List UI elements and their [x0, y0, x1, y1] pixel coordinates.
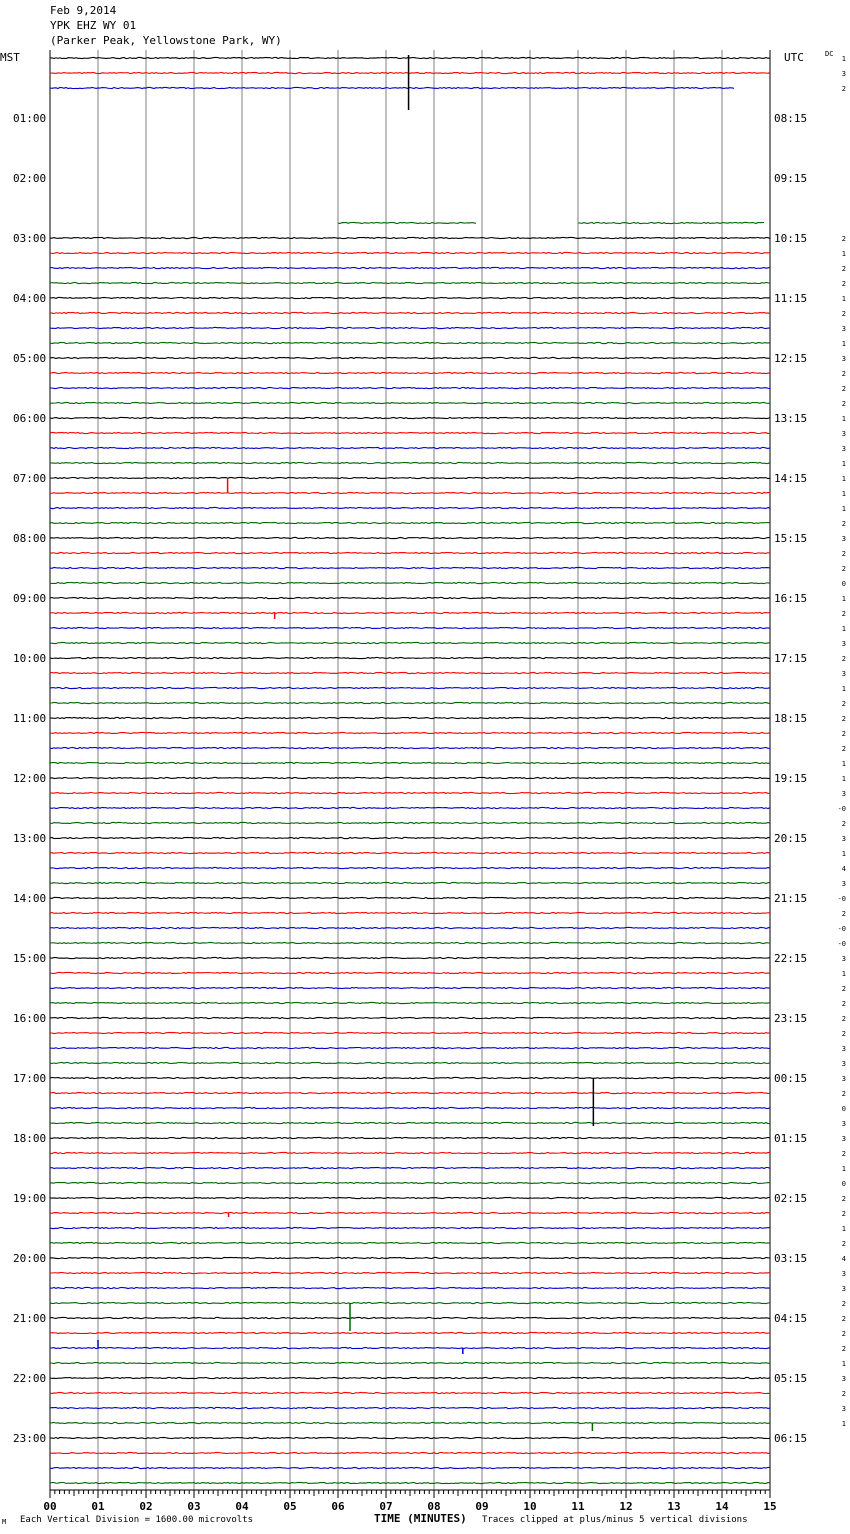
seismic-trace [50, 252, 770, 253]
seismic-trace [50, 747, 770, 748]
mst-hour-label: 05:00 [13, 352, 47, 365]
dc-value: -0 [837, 805, 846, 813]
dc-value: 2 [841, 985, 846, 993]
seismic-trace [50, 597, 770, 598]
utc-label: UTC [784, 51, 804, 64]
dc-value: 2 [841, 520, 846, 528]
seismic-trace [50, 1392, 770, 1393]
dc-value: 2 [841, 370, 846, 378]
seismic-trace [50, 1002, 770, 1003]
utc-hour-label: 05:15 [774, 1372, 808, 1385]
dc-value: 3 [841, 1270, 846, 1278]
x-tick-label: 13 [667, 1500, 681, 1513]
seismic-trace [50, 1377, 770, 1378]
dc-value: 0 [841, 1180, 846, 1188]
date-label: Feb 9,2014 [50, 4, 117, 17]
x-tick-label: 10 [523, 1500, 537, 1513]
seismic-trace [50, 312, 770, 313]
trace-group [50, 57, 770, 1483]
x-tick-label: 07 [379, 1500, 393, 1513]
dc-value: 1 [841, 55, 846, 63]
dc-value: 2 [841, 1390, 846, 1398]
dc-value: 3 [841, 1120, 846, 1128]
dc-value: 2 [841, 715, 846, 723]
dc-value: 3 [841, 790, 846, 798]
seismic-trace [50, 642, 770, 643]
x-tick-label: 11 [571, 1500, 585, 1513]
mst-hour-label: 03:00 [13, 232, 47, 245]
seismic-trace [578, 222, 764, 223]
dc-value: 1 [841, 250, 846, 258]
dc-value: 1 [841, 850, 846, 858]
seismic-trace [50, 1272, 770, 1273]
seismic-trace [50, 537, 770, 538]
seismic-trace [50, 972, 770, 973]
dc-value: 1 [841, 760, 846, 768]
seismic-trace [50, 792, 770, 793]
dc-value: 3 [841, 1405, 846, 1413]
seismic-trace [50, 1452, 770, 1453]
utc-hour-label: 04:15 [774, 1312, 808, 1325]
seismic-trace [338, 222, 476, 223]
dc-value: 3 [841, 670, 846, 678]
utc-hour-label: 19:15 [774, 772, 808, 785]
dc-value: 3 [841, 1285, 846, 1293]
seismic-trace [50, 1437, 770, 1438]
x-axis-title: TIME (MINUTES) [374, 1512, 467, 1525]
seismic-trace [50, 357, 770, 358]
seismic-trace [50, 1047, 770, 1048]
seismic-trace [50, 72, 770, 73]
mst-hour-label: 10:00 [13, 652, 47, 665]
dc-value: 3 [841, 355, 846, 363]
seismic-trace [50, 1137, 770, 1138]
dc-value: 2 [841, 235, 846, 243]
mst-hour-label: 23:00 [13, 1432, 47, 1445]
seismic-trace [50, 657, 770, 658]
dc-value: 1 [841, 475, 846, 483]
seismic-trace [50, 897, 770, 898]
mst-hour-label: 12:00 [13, 772, 47, 785]
dc-value: 1 [841, 595, 846, 603]
mst-hour-label: 13:00 [13, 832, 47, 845]
seismic-trace [50, 612, 770, 613]
dc-value: 2 [841, 910, 846, 918]
seismic-trace [50, 672, 770, 673]
seismic-trace [50, 1227, 770, 1228]
mst-hour-label: 22:00 [13, 1372, 47, 1385]
seismic-trace [50, 297, 770, 298]
dc-value: 4 [841, 865, 846, 873]
seismic-trace [50, 957, 770, 958]
seismic-trace [50, 1257, 770, 1258]
dc-value: 3 [841, 835, 846, 843]
seismic-trace [50, 912, 770, 913]
seismic-trace [50, 342, 770, 343]
utc-hour-label: 10:15 [774, 232, 808, 245]
seismic-trace [50, 1167, 770, 1168]
scale-note: Each Vertical Division = 1600.00 microvolts [20, 1515, 253, 1525]
mst-hour-label: 20:00 [13, 1252, 47, 1265]
event-group [98, 55, 593, 1431]
seismic-trace [50, 1017, 770, 1018]
x-tick-label: 15 [763, 1500, 777, 1513]
seismic-trace [50, 1332, 770, 1333]
seismic-trace [50, 462, 770, 463]
dc-value: 3 [841, 445, 846, 453]
x-tick-label: 06 [331, 1500, 345, 1513]
dc-value: 3 [841, 430, 846, 438]
clip-note: Traces clipped at plus/minus 5 vertical divisions [482, 1515, 748, 1525]
seismic-trace [50, 552, 770, 553]
utc-hour-label: 22:15 [774, 952, 808, 965]
utc-hour-label: 17:15 [774, 652, 808, 665]
seismic-trace [50, 1032, 770, 1033]
mst-hour-label: 01:00 [13, 112, 47, 125]
dc-value: 3 [841, 1060, 846, 1068]
utc-hour-label: 13:15 [774, 412, 808, 425]
dc-value: 2 [841, 280, 846, 288]
dc-value: 3 [841, 640, 846, 648]
utc-hour-label: 20:15 [774, 832, 808, 845]
seismic-trace [50, 432, 770, 433]
x-tick-label: 01 [91, 1500, 105, 1513]
seismic-trace [50, 582, 770, 583]
seismic-trace [50, 1302, 770, 1303]
seismic-trace [50, 732, 770, 733]
x-tick-label: 08 [427, 1500, 441, 1513]
dc-value: -0 [837, 895, 846, 903]
seismic-trace [50, 1347, 770, 1348]
utc-hour-label: 18:15 [774, 712, 808, 725]
seismic-trace [50, 57, 770, 58]
dc-value: 2 [841, 745, 846, 753]
seismic-trace [50, 1152, 770, 1153]
dc-value: 1 [841, 1420, 846, 1428]
seismic-trace [50, 882, 770, 883]
utc-hour-label: 12:15 [774, 352, 808, 365]
dc-value: 1 [841, 1225, 846, 1233]
dc-value: 2 [841, 550, 846, 558]
seismic-trace [50, 687, 770, 688]
dc-value: 2 [841, 1150, 846, 1158]
x-tick-label: 14 [715, 1500, 729, 1513]
utc-hour-label: 09:15 [774, 172, 808, 185]
dc-value: 3 [841, 325, 846, 333]
seismic-trace [50, 1182, 770, 1183]
dc-value: 3 [841, 535, 846, 543]
dc-value: 2 [841, 730, 846, 738]
dc-value: 2 [841, 1015, 846, 1023]
mst-hour-label: 08:00 [13, 532, 47, 545]
location-label: (Parker Peak, Yellowstone Park, WY) [50, 34, 282, 47]
seismic-trace [50, 1482, 770, 1483]
dc-value: 2 [841, 820, 846, 828]
dc-value: 2 [841, 1195, 846, 1203]
dc-value: 2 [841, 85, 846, 93]
utc-hour-label: 02:15 [774, 1192, 808, 1205]
seismic-trace [50, 1062, 770, 1063]
seismic-trace [50, 717, 770, 718]
seismic-trace [50, 327, 770, 328]
mst-hour-label: 06:00 [13, 412, 47, 425]
utc-hour-label: 01:15 [774, 1132, 808, 1145]
mst-hour-label: 09:00 [13, 592, 47, 605]
dc-value: 4 [841, 1255, 846, 1263]
dc-value: 0 [841, 1105, 846, 1113]
dc-value: 1 [841, 970, 846, 978]
utc-hour-label: 03:15 [774, 1252, 808, 1265]
mst-hour-label: 02:00 [13, 172, 47, 185]
utc-hour-label: 11:15 [774, 292, 808, 305]
seismic-trace [50, 237, 770, 238]
dc-value: -0 [837, 925, 846, 933]
seismic-trace [50, 477, 770, 478]
dc-value: 2 [841, 1315, 846, 1323]
seismic-trace [50, 1107, 770, 1108]
dc-value: 2 [841, 1300, 846, 1308]
dc-value: 1 [841, 685, 846, 693]
mst-hour-label: 19:00 [13, 1192, 47, 1205]
dc-value: 2 [841, 265, 846, 273]
dc-value: 3 [841, 1375, 846, 1383]
dc-value: 1 [841, 295, 846, 303]
dc-value: 2 [841, 655, 846, 663]
mst-hour-label: 14:00 [13, 892, 47, 905]
dc-value: 2 [841, 1330, 846, 1338]
seismic-trace [50, 1197, 770, 1198]
mst-hour-label: 11:00 [13, 712, 47, 725]
dc-value: 3 [841, 1045, 846, 1053]
dc-value: 2 [841, 1030, 846, 1038]
utc-hour-label: 00:15 [774, 1072, 808, 1085]
station-label: YPK EHZ WY 01 [50, 19, 137, 32]
x-tick-label: 04 [235, 1500, 249, 1513]
dc-value: 1 [841, 415, 846, 423]
mst-hour-label: 17:00 [13, 1072, 47, 1085]
dc-value: 2 [841, 1345, 846, 1353]
x-tick-label: 03 [187, 1500, 201, 1513]
seismic-trace [50, 1362, 770, 1363]
mst-hour-label: 16:00 [13, 1012, 47, 1025]
seismic-trace [50, 1467, 770, 1468]
dc-value: 2 [841, 400, 846, 408]
seismic-trace [50, 492, 770, 493]
seismic-trace [50, 852, 770, 853]
seismic-trace [50, 777, 770, 778]
utc-hour-label: 21:15 [774, 892, 808, 905]
dc-value: 2 [841, 565, 846, 573]
seismic-trace [50, 1422, 770, 1423]
dc-value: 0 [841, 580, 846, 588]
utc-hour-label: 14:15 [774, 472, 808, 485]
seismic-trace [50, 942, 770, 943]
x-tick-label: 02 [139, 1500, 153, 1513]
seismic-trace [50, 1122, 770, 1123]
dc-value: 3 [841, 70, 846, 78]
mst-hour-label: 07:00 [13, 472, 47, 485]
seismic-trace [50, 282, 770, 283]
grid-lines [50, 50, 770, 1498]
seismic-trace [50, 507, 770, 508]
dc-value: 1 [841, 340, 846, 348]
x-tick-label: 00 [43, 1500, 57, 1513]
utc-hour-label: 16:15 [774, 592, 808, 605]
seismic-trace [50, 267, 770, 268]
x-tick-label: 09 [475, 1500, 489, 1513]
utc-hour-label: 15:15 [774, 532, 808, 545]
seismic-trace [50, 1287, 770, 1288]
seismic-trace [50, 927, 770, 928]
dc-value: -0 [837, 940, 846, 948]
dc-value: 1 [841, 490, 846, 498]
seismic-trace [50, 417, 770, 418]
dc-value: 2 [841, 1000, 846, 1008]
mst-hour-label: 18:00 [13, 1132, 47, 1145]
dc-value: 2 [841, 1090, 846, 1098]
dc-label: DC [825, 50, 834, 58]
dc-value: 2 [841, 700, 846, 708]
utc-hour-label: 08:15 [774, 112, 808, 125]
x-tick-label: 05 [283, 1500, 297, 1513]
dc-value: 1 [841, 1165, 846, 1173]
seismic-trace [50, 627, 770, 628]
dc-value: 2 [841, 310, 846, 318]
seismic-trace [50, 402, 770, 403]
dc-value: 3 [841, 1075, 846, 1083]
seismic-trace [50, 987, 770, 988]
corner-mark: M [2, 1518, 7, 1526]
seismic-trace [50, 522, 770, 523]
seismic-trace [50, 372, 770, 373]
dc-value: 2 [841, 1210, 846, 1218]
seismic-trace [50, 87, 734, 88]
seismic-trace [50, 762, 770, 763]
mst-hour-label: 15:00 [13, 952, 47, 965]
dc-value: 2 [841, 1240, 846, 1248]
seismic-trace [50, 1077, 770, 1078]
seismic-trace [50, 822, 770, 823]
utc-hour-label: 06:15 [774, 1432, 808, 1445]
seismic-trace [50, 567, 770, 568]
x-tick-label: 12 [619, 1500, 633, 1513]
mst-hour-label: 21:00 [13, 1312, 47, 1325]
utc-hour-label: 23:15 [774, 1012, 808, 1025]
seismic-trace [50, 837, 770, 838]
seismic-trace [50, 867, 770, 868]
seismic-trace [50, 1317, 770, 1318]
dc-value: 1 [841, 1360, 846, 1368]
seismic-trace [50, 387, 770, 388]
dc-value: 2 [841, 385, 846, 393]
dc-value: 1 [841, 460, 846, 468]
dc-value: 3 [841, 955, 846, 963]
label-group [0, 50, 846, 1513]
seismic-trace [50, 702, 770, 703]
seismic-trace [50, 1212, 770, 1213]
dc-value: 3 [841, 1135, 846, 1143]
mst-label: MST [0, 51, 20, 64]
mst-hour-label: 04:00 [13, 292, 47, 305]
seismic-trace [50, 1242, 770, 1243]
dc-value: 1 [841, 775, 846, 783]
dc-value: 1 [841, 505, 846, 513]
dc-value: 2 [841, 610, 846, 618]
seismic-trace [50, 447, 770, 448]
dc-value: 1 [841, 625, 846, 633]
dc-value: 3 [841, 880, 846, 888]
seismic-trace [50, 1407, 770, 1408]
seismic-trace [50, 807, 770, 808]
seismic-trace [50, 1092, 770, 1093]
